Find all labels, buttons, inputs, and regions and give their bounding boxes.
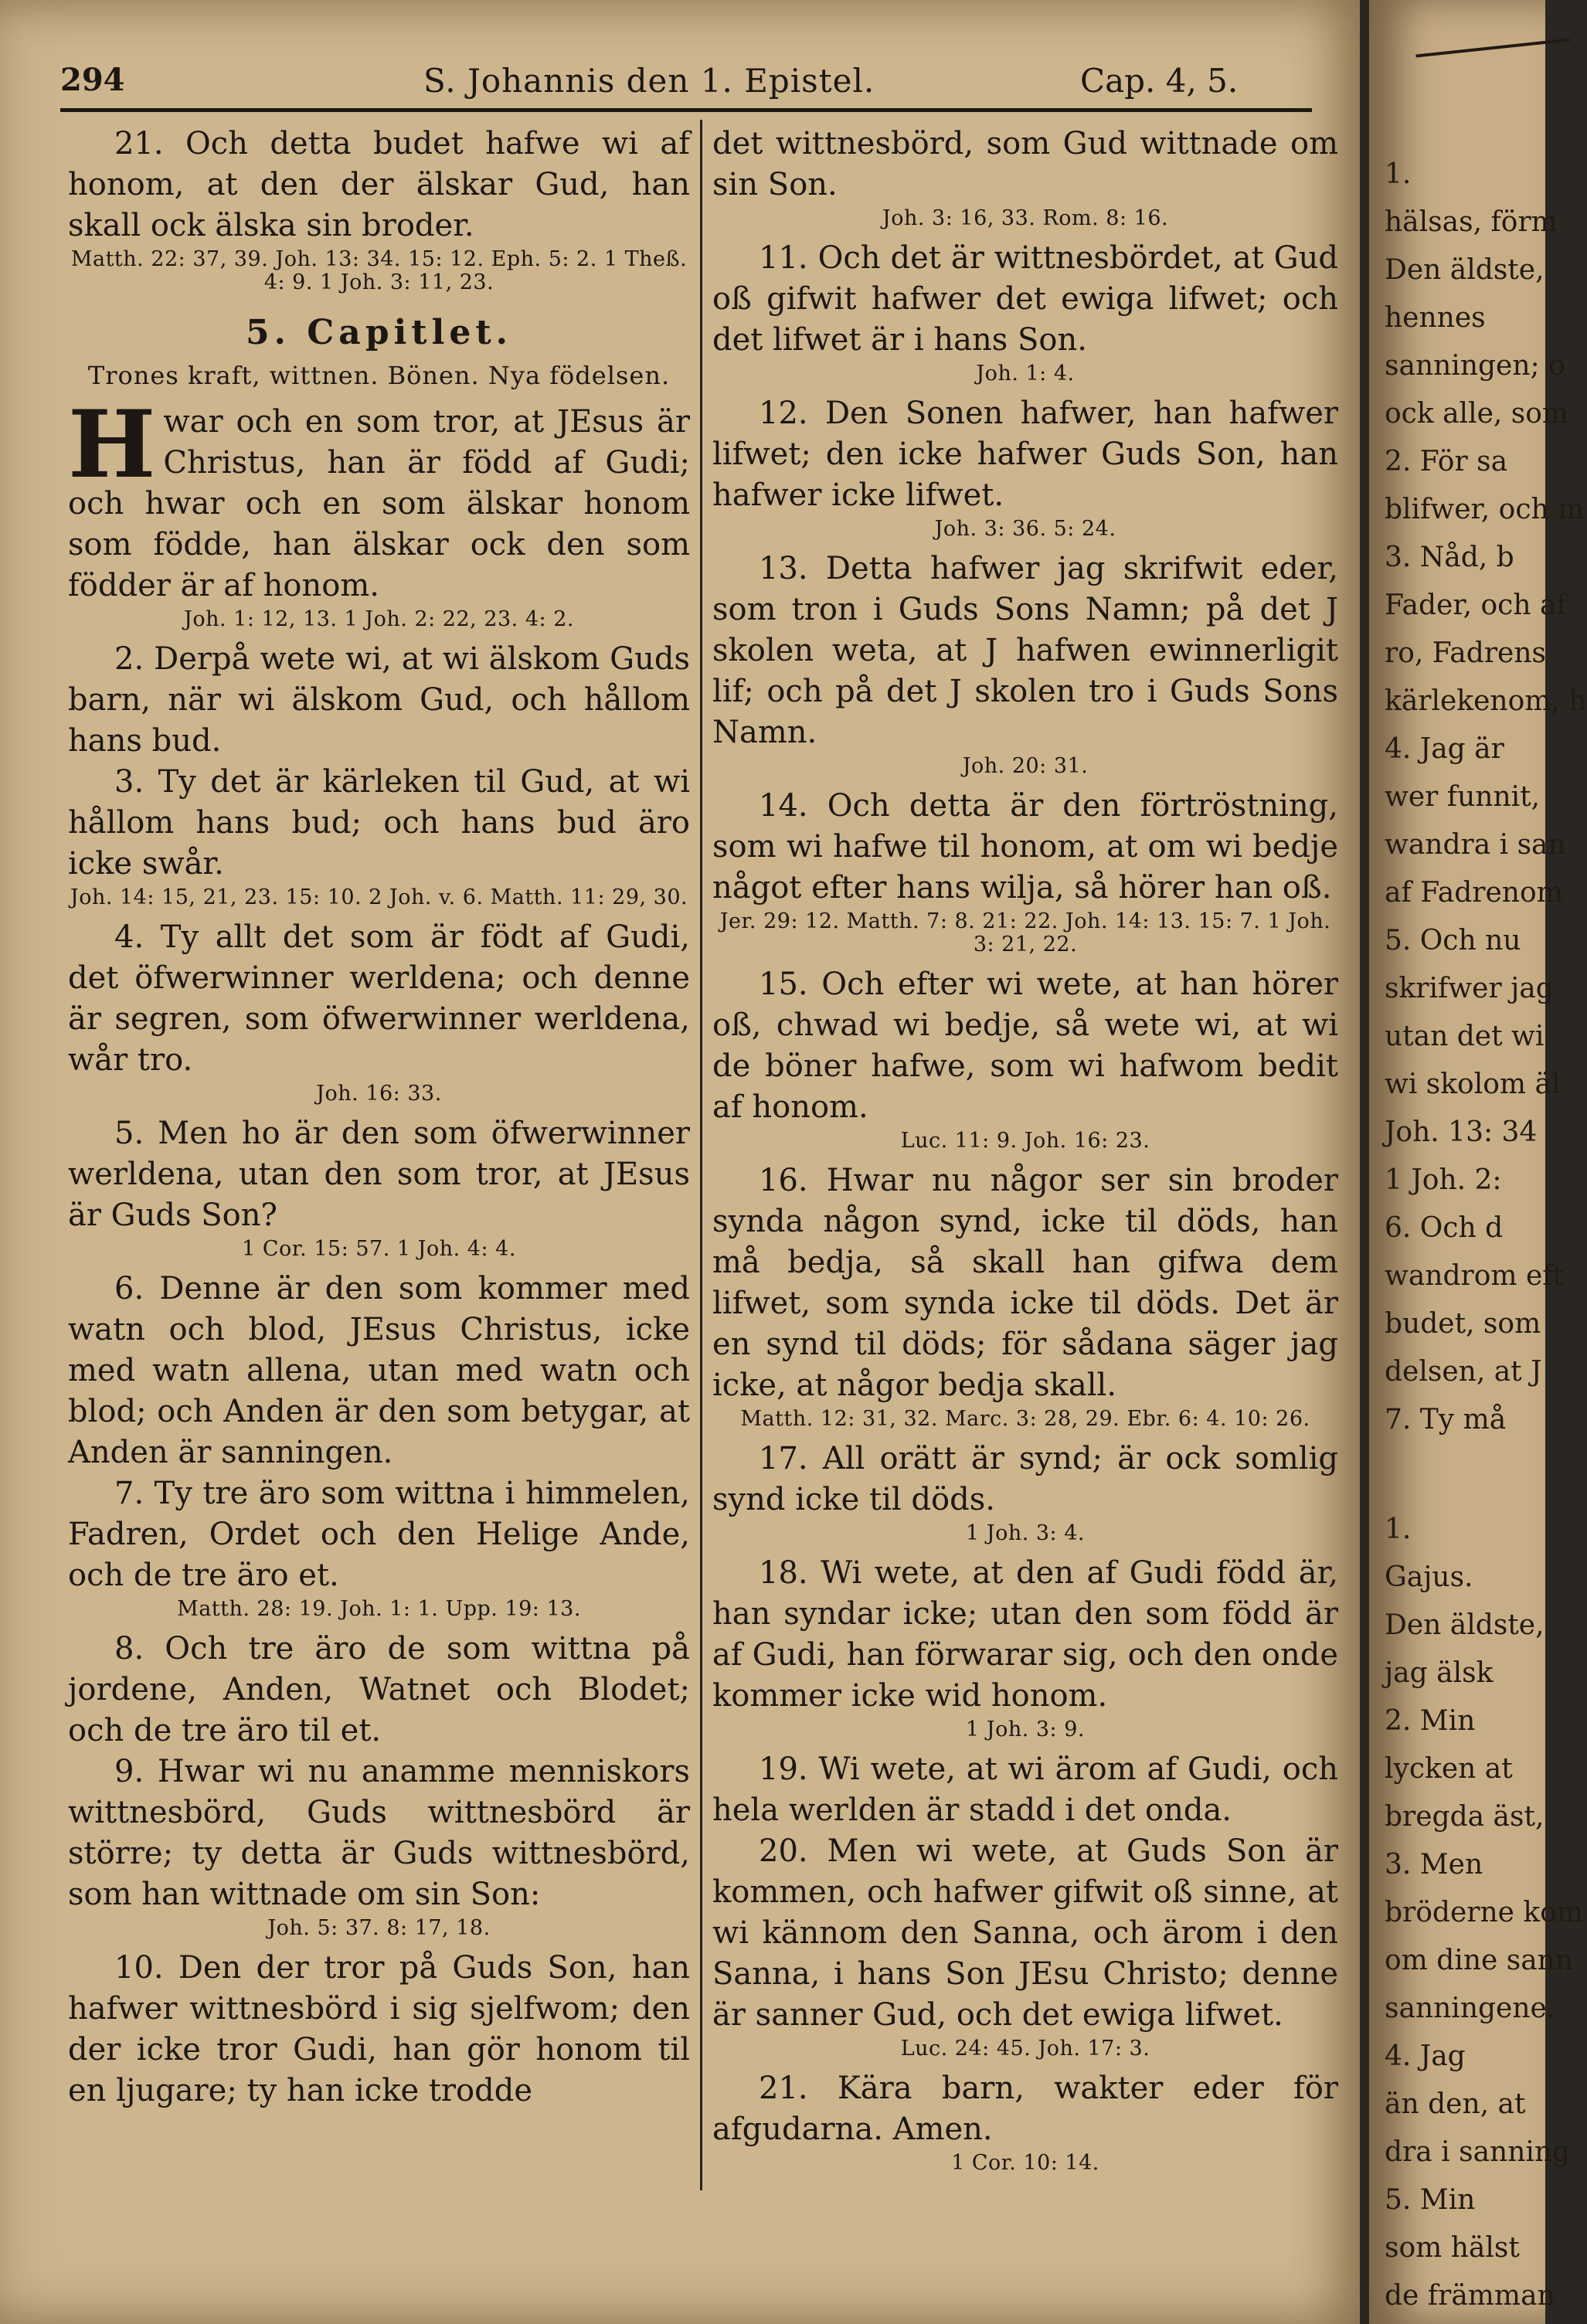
verse-5-2: 2. Derpå wete wi, at wi älskom Guds barn, när wi älskom Gud, och hållom hans bud. xyxy=(68,641,690,759)
facing-line: 7. Ty må xyxy=(1385,1404,1507,1436)
drop-cap: H xyxy=(68,390,156,499)
facing-line: Joh. 13: 34 xyxy=(1385,1116,1538,1148)
page-header xyxy=(60,62,1312,108)
running-title: S. Johannis den 1. Epistel. xyxy=(423,62,875,100)
verse-5-10: 10. Den der tror på Guds Son, han hafwer wittnesbörd i sig sjelfwom; den der icke tror Gudi, han gör honom til en ljugare; ty han icke trodde xyxy=(68,1950,690,2108)
cross-reference: Joh. 16: 33. xyxy=(316,1082,442,1106)
facing-page-edge xyxy=(1369,0,1587,2324)
cross-reference: Matth. 12: 31, 32. Marc. 3: 28, 29. Ebr. 6: 4. 10: 26. xyxy=(740,1407,1310,1431)
verse-5-19: 19. Wi wete, at wi ärom af Gudi, och hela werlden är stadd i det onda. xyxy=(712,1751,1338,1828)
facing-line: än den, at xyxy=(1385,2088,1526,2120)
facing-header-rule xyxy=(1415,39,1569,58)
facing-line: 2. Min xyxy=(1385,1705,1476,1737)
verse-5-10-continued: det wittnesbörd, som Gud wittnade om sin Son. xyxy=(712,126,1338,202)
verse-5-1 xyxy=(68,390,690,606)
facing-line: kärlekenom, h xyxy=(1385,685,1587,717)
facing-line: hälsas, förm xyxy=(1385,206,1558,238)
verse-5-13: 13. Detta hafwer jag skrifwit eder, som tron i Guds Sons Namn; på det J skolen weta, at J hafwen ewinnerligit lif; och på det J skolen tro i Guds Sons Namn. xyxy=(712,551,1338,750)
cross-reference: Joh. 1: 12, 13. 1 Joh. 2: 22, 23. 4: 2. xyxy=(184,607,574,631)
cross-reference: Matth. 28: 19. Joh. 1: 1. Upp. 19: 13. xyxy=(177,1597,581,1621)
chapter-summary: Trones kraft, wittnen. Bönen. Nya födelsen. xyxy=(87,361,671,390)
facing-line: 4. Jag är xyxy=(1385,733,1504,765)
cross-reference: 1 Cor. 15: 57. 1 Joh. 4: 4. xyxy=(242,1237,516,1261)
facing-line: wi skolom äl xyxy=(1385,1069,1561,1100)
facing-line: utan det wi xyxy=(1385,1021,1545,1052)
cross-reference: Joh. 14: 15, 21, 23. 15: 10. 2 Joh. v. 6. Matth. 11: 29, 30. xyxy=(70,885,688,909)
facing-line: sanningene. xyxy=(1385,1993,1556,2024)
facing-line: bregda äst, xyxy=(1385,1801,1545,1833)
facing-line: ock alle, som xyxy=(1385,398,1569,430)
cross-reference: 1 Cor. 10: 14. xyxy=(951,2151,1099,2175)
cross-reference: Luc. 24: 45. Joh. 17: 3. xyxy=(900,2037,1150,2061)
cross-reference: 1 Joh. 3: 4. xyxy=(965,1521,1085,1545)
verse-5-4: 4. Ty allt det som är födt af Gudi, det öfwerwinner werldena; och denne är segren, som öfwerwinner werldena, wår tro. xyxy=(68,919,690,1078)
column-divider xyxy=(700,120,702,2190)
facing-line: 6. Och d xyxy=(1385,1212,1504,1244)
facing-line: Gajus. xyxy=(1385,1561,1473,1593)
verse-text: war och en som tror, at JEsus är Christus, han är född af Gudi; och hwar och en som älskar honom som födde, han älskar ock den som födder är af honom. xyxy=(68,404,690,603)
verse-5-5: 5. Men ho är den som öfwerwinner werldena, utan den som tror, at JEsus är Guds Son? xyxy=(68,1116,690,1233)
facing-line: 1. xyxy=(1385,158,1412,190)
facing-line: 1. xyxy=(1385,1514,1412,1545)
verse-5-6: 6. Denne är den som kommer med watn och blod, JEsus Christus, icke med watn allena, utan med watn och blod; och Anden är den som betygar, at Anden är sanningen. xyxy=(68,1271,690,1470)
facing-line: lycken at xyxy=(1385,1753,1513,1785)
facing-line: 3. Men xyxy=(1385,1849,1483,1881)
cross-reference: Joh. 20: 31. xyxy=(962,754,1089,778)
facing-line: wandrom eft xyxy=(1385,1260,1565,1292)
cross-reference: Jer. 29: 12. Matth. 7: 8. 21: 22. Joh. 14: 13. 15: 7. 1 Joh. 3: 21, 22. xyxy=(719,909,1331,956)
facing-line: ro, Fadrens xyxy=(1385,637,1546,669)
verse-5-7: 7. Ty tre äro som wittna i himmelen, Fadren, Ordet och den Helige Ande, och de tre äro et. xyxy=(68,1476,690,1593)
facing-line: wer funnit, xyxy=(1385,781,1541,813)
facing-line: delsen, at J xyxy=(1385,1356,1542,1388)
facing-line: 3. Nåd, b xyxy=(1385,542,1514,573)
header-rule xyxy=(60,108,1312,112)
cross-reference: Matth. 22: 37, 39. Joh. 13: 34. 15: 12. Eph. 5: 2. 1 Theß. 4: 9. 1 Joh. 3: 11, 23. xyxy=(70,247,688,294)
cross-reference: Joh. 3: 16, 33. Rom. 8: 16. xyxy=(882,206,1169,230)
facing-line: 5. Och nu xyxy=(1385,925,1521,956)
facing-line: 1 Joh. 2: xyxy=(1385,1164,1502,1196)
chapter-reference: Cap. 4, 5. xyxy=(1080,62,1239,100)
facing-line: som hälst xyxy=(1385,2232,1520,2264)
verse-5-8: 8. Och tre äro de som wittna på jordene, Anden, Watnet och Blodet; och de tre äro til et. xyxy=(68,1631,690,1748)
facing-line: bröderne kom xyxy=(1385,1897,1584,1928)
verse-4-21: 21. Och detta budet hafwe wi af honom, at den der älskar Gud, han skall ock älska sin broder. xyxy=(68,126,690,243)
verse-5-17: 17. All orätt är synd; är ock somlig synd icke til döds. xyxy=(712,1441,1338,1517)
facing-line: dra i sanning xyxy=(1385,2136,1571,2168)
facing-line: blifwer, och m xyxy=(1385,494,1585,525)
cross-reference: 1 Joh. 3: 9. xyxy=(965,1718,1085,1741)
verse-5-12: 12. Den Sonen hafwer, han hafwer lifwet; den icke hafwer Guds Son, han hafwer icke lifwet. xyxy=(712,396,1338,513)
facing-line: sanningen; o xyxy=(1385,350,1565,382)
chapter-heading: 5. Capitlet. xyxy=(246,313,512,352)
facing-line: budet, som xyxy=(1385,1308,1541,1340)
cross-reference: Joh. 5: 37. 8: 17, 18. xyxy=(267,1916,491,1940)
verse-5-9: 9. Hwar wi nu anamme menniskors wittnesbörd, Guds wittnesbörd är större; ty detta är Guds wittnesbörd, som han wittnade om sin Son: xyxy=(68,1754,690,1912)
left-column xyxy=(68,124,690,2112)
facing-line: Fader, och af xyxy=(1385,589,1567,621)
facing-line: Den äldste, xyxy=(1385,1609,1545,1641)
facing-line: Den äldste, xyxy=(1385,254,1545,286)
verse-5-20: 20. Men wi wete, at Guds Son är kommen, och hafwer gifwit oß sinne, at wi kännom den Sanna, och ärom i den Sanna, i hans Son JEsu Christo; denne är sanner Gud, och det ewiga lifwet. xyxy=(712,1833,1338,2033)
facing-line: skrifwer jag xyxy=(1385,973,1554,1004)
facing-line: wandra i san xyxy=(1385,829,1566,861)
facing-line: de främman xyxy=(1385,2280,1555,2312)
verse-5-14: 14. Och detta är den förtröstning, som wi hafwe til honom, at om wi bedje något efter hans wilja, så hörer han oß. xyxy=(712,788,1338,905)
facing-line: 2. För sa xyxy=(1385,446,1508,477)
verse-5-11: 11. Och det är wittnesbördet, at Gud oß gifwit hafwer det ewiga lifwet; och det lifwet är i hans Son. xyxy=(712,240,1338,358)
verse-5-16: 16. Hwar nu någor ser sin broder synda någon synd, icke til döds, han må bedja, så skall han gifwa dem lifwet, som synda icke til döds. Det är en synd til döds; för sådana säger jag icke, at någor bedja skall. xyxy=(712,1163,1338,1403)
cross-reference: Luc. 11: 9. Joh. 16: 23. xyxy=(900,1129,1150,1153)
facing-line: 4. Jag xyxy=(1385,2040,1466,2072)
facing-line: jag älsk xyxy=(1385,1657,1494,1689)
right-column xyxy=(712,124,1338,2183)
facing-line: 5. Min xyxy=(1385,2184,1476,2216)
cross-reference: Joh. 1: 4. xyxy=(976,362,1075,386)
cross-reference: Joh. 3: 36. 5: 24. xyxy=(934,517,1116,541)
verse-5-18: 18. Wi wete, at den af Gudi född är, han syndar icke; utan den som född är af Gudi, han förwarar sig, och den onde kommer icke wid honom. xyxy=(712,1555,1338,1714)
page-number: 294 xyxy=(60,62,125,98)
verse-5-15: 15. Och efter wi wete, at han hörer oß, chwad wi bedje, så wete wi, at wi de böner hafwe, som wi hafwom bedit af honom. xyxy=(712,967,1338,1125)
facing-line: om dine sann xyxy=(1385,1945,1574,1976)
facing-line: af Fadrenom xyxy=(1385,877,1563,909)
facing-line: hennes xyxy=(1385,302,1486,334)
verse-5-21: 21. Kära barn, wakter eder för afgudarna. Amen. xyxy=(712,2071,1338,2147)
verse-5-3: 3. Ty det är kärleken til Gud, at wi hållom hans bud; och hans bud äro icke swår. xyxy=(68,764,690,882)
